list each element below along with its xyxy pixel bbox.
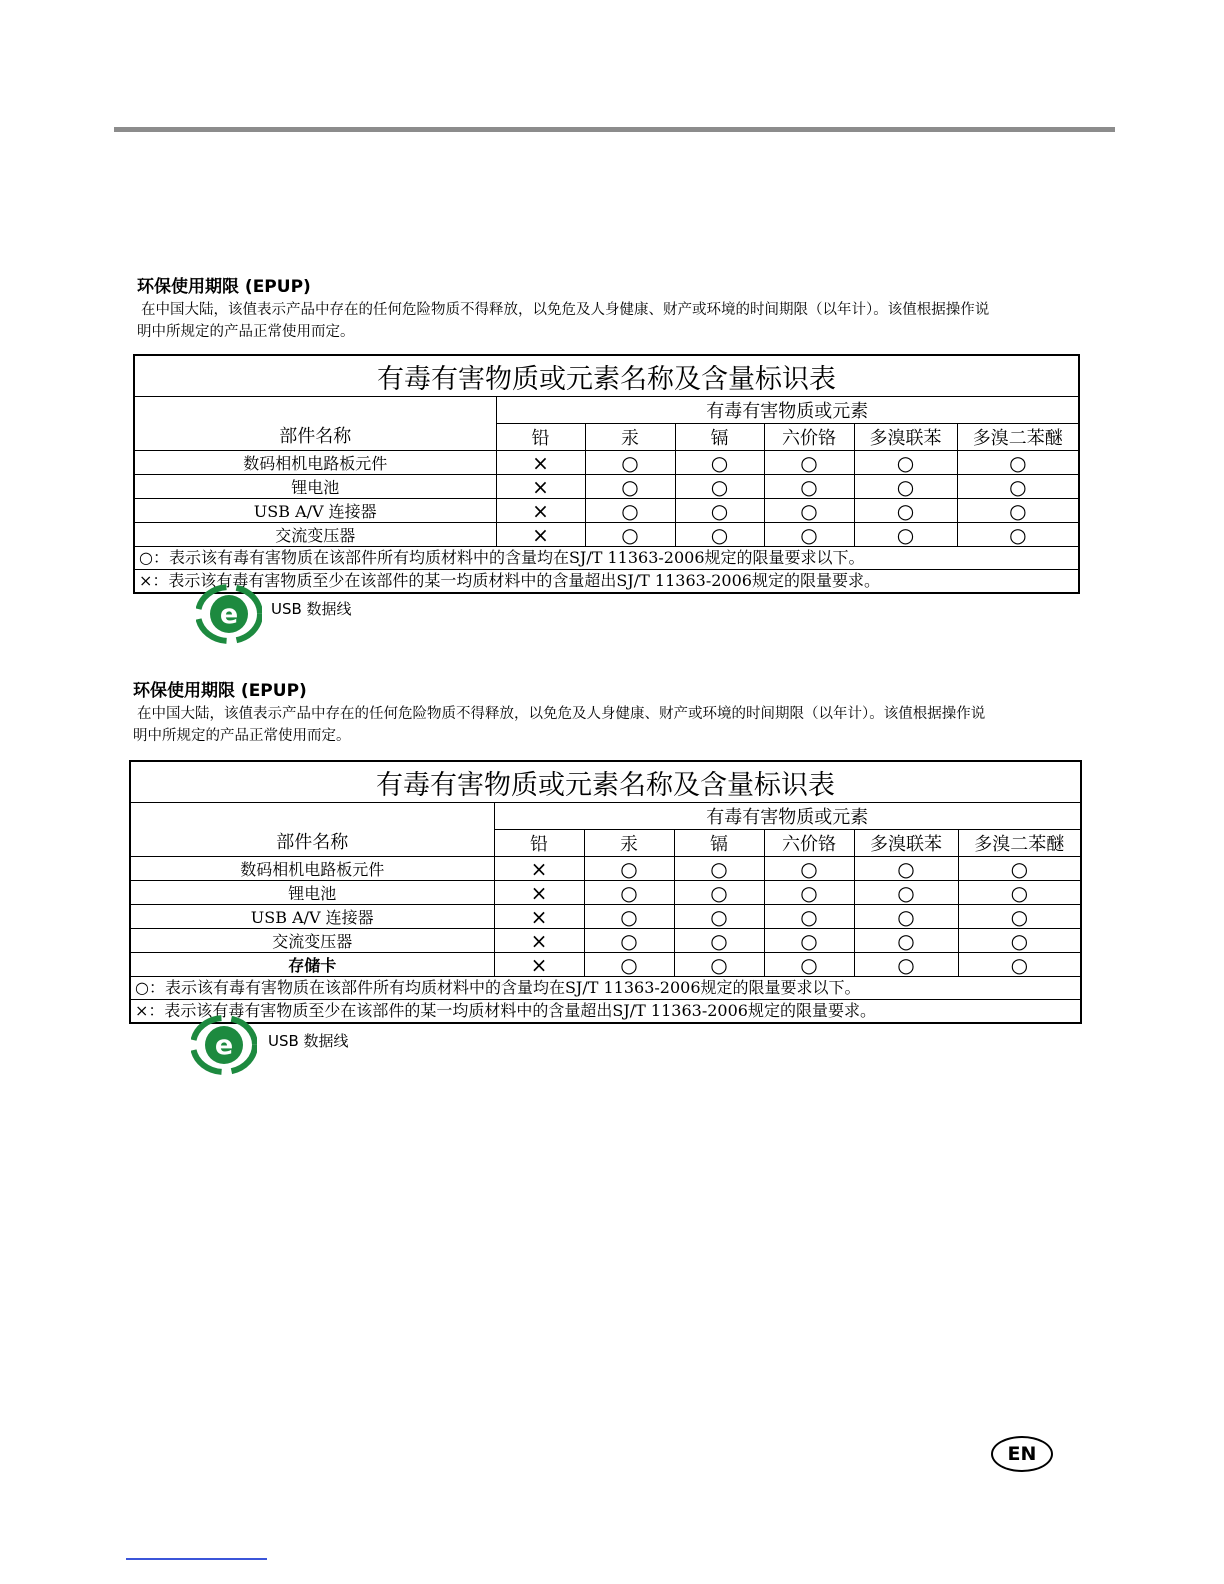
table-note-circle: ○：表示该有毒有害物质在该部件所有均质材料中的含量均在SJ/T 11363-2006规定的限量要求以下。 [134,547,1079,570]
mark-cell: ○ [958,881,1081,905]
section-paragraph-line-1: 在中国大陆，该值表示产品中存在的任何危险物质不得释放，以免危及人身健康、财产或环境的时间期限（以年计）。该值根据操作说 [141,302,990,318]
substance-header: 镉 [674,830,764,857]
substance-header: 汞 [585,424,675,451]
substance-header: 多溴二苯醚 [957,424,1079,451]
mark-cell: ○ [958,905,1081,929]
mark-cell: ○ [764,953,854,977]
mark-cell: ○ [764,905,854,929]
table-row [130,953,1081,977]
table-note-circle: ○：表示该有毒有害物质在该部件所有均质材料中的含量均在SJ/T 11363-2006规定的限量要求以下。 [130,977,1081,1000]
table-row [130,881,1081,905]
mark-cell: × [496,523,585,547]
mark-cell: × [496,499,585,523]
section-title: 环保使用期限 (EPUP) [133,681,307,701]
mark-cell: ○ [854,451,957,475]
part-name: 存储卡 [130,953,494,977]
table-row [134,475,1079,499]
mark-cell: ○ [584,953,674,977]
mark-cell: ○ [674,857,764,881]
part-name: 交流变压器 [134,523,496,547]
substance-header: 六价铬 [764,424,854,451]
table-row [134,523,1079,547]
table-title: 有毒有害物质或元素名称及含量标识表 [134,355,1079,397]
mark-cell: ○ [584,857,674,881]
table-note-cross: ×：表示该有毒有害物质至少在该部件的某一均质材料中的含量超出SJ/T 11363-2006规定的限量要求。 [134,570,1079,594]
mark-cell: ○ [675,451,764,475]
mark-cell: ○ [585,523,675,547]
mark-cell: × [494,857,584,881]
epup-e-logo-icon [196,584,262,644]
mark-cell: × [494,905,584,929]
substance-header: 铅 [494,830,584,857]
header-rule [114,127,1115,132]
mark-cell: ○ [854,953,958,977]
usb-cable-label: USB 数据线 [268,1032,349,1050]
section-paragraph-line-2: 明中所规定的产品正常使用而定。 [133,728,351,744]
mark-cell: ○ [854,475,957,499]
mark-cell: × [494,953,584,977]
mark-cell: ○ [674,953,764,977]
substance-header: 六价铬 [764,830,854,857]
mark-cell: ○ [764,857,854,881]
mark-cell: ○ [674,881,764,905]
part-name: USB A/V 连接器 [134,499,496,523]
section-paragraph-line-2: 明中所规定的产品正常使用而定。 [137,324,355,340]
substance-header: 多溴二苯醚 [958,830,1081,857]
mark-cell: ○ [854,523,957,547]
part-name-header: 部件名称 [130,803,494,857]
mark-cell: ○ [957,523,1079,547]
part-name: USB A/V 连接器 [130,905,494,929]
mark-cell: ○ [584,929,674,953]
mark-cell: ○ [854,857,958,881]
part-name: 交流变压器 [130,929,494,953]
table-row [134,499,1079,523]
mark-cell: ○ [675,499,764,523]
mark-cell: ○ [764,475,854,499]
part-name: 锂电池 [130,881,494,905]
mark-cell: ○ [585,451,675,475]
mark-cell: ○ [764,881,854,905]
mark-cell: ○ [854,499,957,523]
mark-cell: ○ [854,905,958,929]
table-note-cross: ×：表示该有毒有害物质至少在该部件的某一均质材料中的含量超出SJ/T 11363-2006规定的限量要求。 [130,1000,1081,1024]
mark-cell: ○ [764,451,854,475]
usb-cable-label: USB 数据线 [271,600,352,618]
footer-link-underline[interactable] [126,1558,267,1560]
substance-header: 多溴联苯 [854,424,957,451]
mark-cell: ○ [958,953,1081,977]
mark-cell: ○ [854,929,958,953]
mark-cell: ○ [585,499,675,523]
substance-header: 铅 [496,424,585,451]
mark-cell: ○ [675,523,764,547]
mark-cell: ○ [675,475,764,499]
part-name: 锂电池 [134,475,496,499]
table-row [130,905,1081,929]
mark-cell: ○ [958,929,1081,953]
mark-cell: × [496,475,585,499]
mark-cell: ○ [674,905,764,929]
section-title: 环保使用期限 (EPUP) [137,277,311,297]
substance-header: 镉 [675,424,764,451]
substance-group-header: 有毒有害物质或元素 [496,397,1079,424]
mark-cell: ○ [584,905,674,929]
mark-cell: ○ [957,499,1079,523]
table-row [130,929,1081,953]
mark-cell: ○ [957,451,1079,475]
mark-cell: × [494,881,584,905]
table-row [134,451,1079,475]
mark-cell: ○ [674,929,764,953]
svg-text:e: e [219,599,239,630]
mark-cell: × [496,451,585,475]
hazardous-substance-table [133,354,1080,594]
mark-cell: ○ [585,475,675,499]
part-name: 数码相机电路板元件 [130,857,494,881]
mark-cell: × [494,929,584,953]
table-title: 有毒有害物质或元素名称及含量标识表 [130,761,1081,803]
svg-text:e: e [214,1030,234,1061]
mark-cell: ○ [854,881,958,905]
substance-header: 多溴联苯 [854,830,958,857]
table-row [130,857,1081,881]
hazardous-substance-table [129,760,1082,1024]
language-badge: EN [991,1436,1053,1472]
mark-cell: ○ [764,499,854,523]
part-name: 数码相机电路板元件 [134,451,496,475]
mark-cell: ○ [764,929,854,953]
mark-cell: ○ [764,523,854,547]
section-paragraph-line-1: 在中国大陆，该值表示产品中存在的任何危险物质不得释放，以免危及人身健康、财产或环境的时间期限（以年计）。该值根据操作说 [137,706,986,722]
mark-cell: ○ [957,475,1079,499]
epup-e-logo-icon [191,1015,257,1075]
substance-header: 汞 [584,830,674,857]
part-name-header: 部件名称 [134,397,496,451]
mark-cell: ○ [584,881,674,905]
mark-cell: ○ [958,857,1081,881]
substance-group-header: 有毒有害物质或元素 [494,803,1081,830]
